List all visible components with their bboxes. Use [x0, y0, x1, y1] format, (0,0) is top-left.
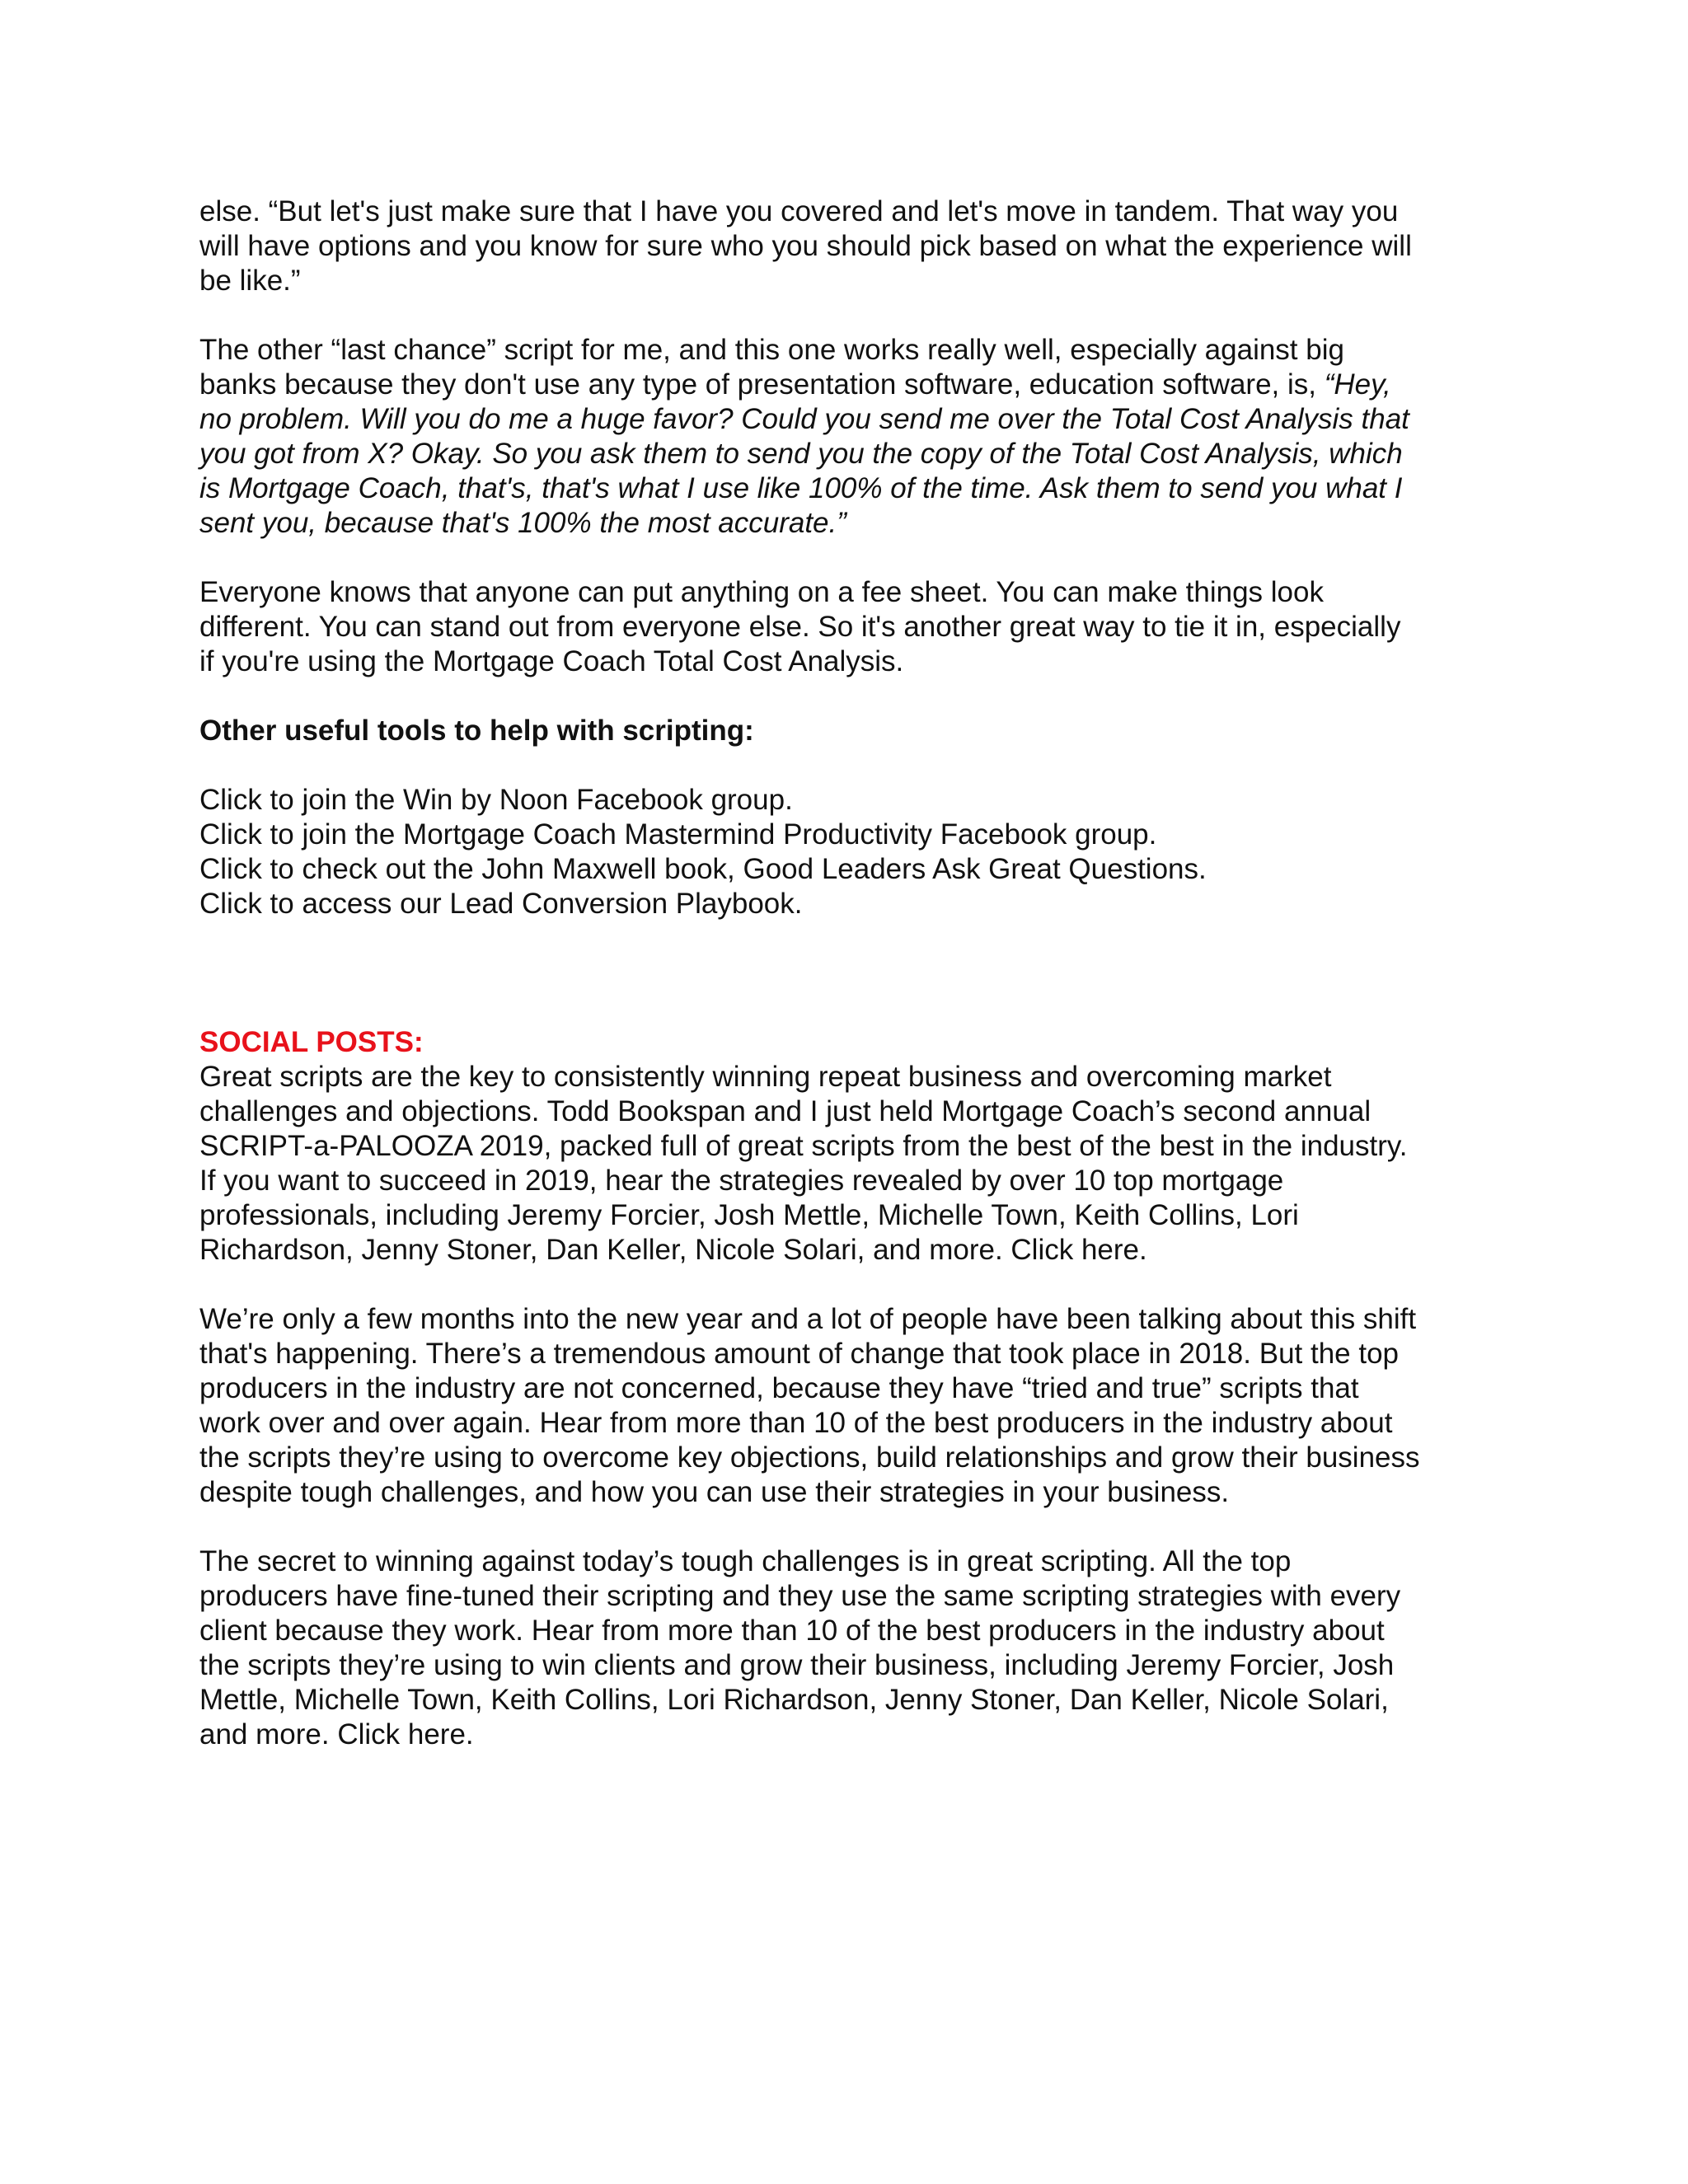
link-mastermind-productivity-group[interactable]: Click to join the Mortgage Coach Mastermind Productivity Facebook group. — [199, 818, 1157, 851]
tools-link-list — [199, 783, 1502, 921]
link-lead-conversion-playbook[interactable]: Click to access our Lead Conversion Playbook. — [199, 888, 803, 920]
social-post-1-text: Great scripts are the key to consistently winning repeat business and overcoming market challenges and objections. Todd Bookspan and I just held Mortgage Coach’s second annual SCRIPT-a-PALOOZA 2019, packed full of great scripts from the best of the best in the industry. If you want to succeed in 2019, hear the strategies revealed by over 10 top mortgage professionals, including Jeremy Forcier, Josh Mettle, Michelle Town, Keith Collins, Lori Richardson, Jenny Stoner, Dan Keller, Nicole Solari, and more. — [199, 1061, 1408, 1266]
paragraph-gap — [199, 748, 1502, 783]
last-chance-quote-text: “Hey, no problem. Will you do me a huge favor? Could you send me over the Total Cost Analysis that you got from X? Okay. So you ask them to send you the copy of the Total Cost Analysis, which is Mortgage Coach, that's, that's what I use like 100% of the time. Ask them to send you what I sent you, because that's 100% the most accurate.” — [199, 368, 1409, 539]
social-post-scriptapalooza — [199, 1060, 1502, 1268]
tools-heading: Other useful tools to help with scripting: — [199, 715, 754, 747]
link-john-maxwell-book[interactable]: Click to check out the John Maxwell book, Good Leaders Ask Great Questions. — [199, 853, 1207, 885]
paragraph-fee-sheet: Everyone knows that anyone can put anything on a fee sheet. You can make things look different. You can stand out from everyone else. So it's another great way to tie it in, especially if you're using the Mortgage Coach Total Cost Analysis. — [199, 576, 1401, 677]
paragraph-gap — [199, 298, 1502, 333]
social-post-shift: We’re only a few months into the new year and a lot of people have been talking about this shift that's happening. There’s a tremendous amount of change that took place in 2018. But the top producers in the industry are not concerned, because they have “tried and true” scripts that work over and over again. Hear from more than 10 of the best producers in the industry about the scripts they’re using to overcome key objections, build relationships and grow their business despite tough challenges, and how you can use their strategies in your business. — [199, 1303, 1420, 1508]
social-posts-heading: SOCIAL POSTS: — [199, 1026, 424, 1058]
paragraph-gap — [199, 679, 1502, 714]
social-post-3-text: The secret to winning against today’s tough challenges is in great scripting. All the top producers have fine-tuned their scripting and they use the same scripting strategies with every client because they work. Hear from more than 10 of the best producers in the industry about the scripts they’re using to win clients and grow their business, including Jeremy Forcier, Josh Mettle, Michelle Town, Keith Collins, Lori Richardson, Jenny Stoner, Dan Keller, Nicole Solari, and more. — [199, 1545, 1401, 1750]
paragraph-gap — [199, 541, 1502, 575]
click-here-link-2[interactable]: Click here. — [337, 1718, 474, 1750]
paragraph-last-chance-script — [199, 333, 1502, 541]
link-win-by-noon-group[interactable]: Click to join the Win by Noon Facebook group. — [199, 784, 793, 816]
paragraph-tandem: else. “But let's just make sure that I have you covered and let's move in tandem. That way you will have options and you know for sure who you should pick based on what the experience will be like.” — [199, 195, 1412, 297]
social-post-secret-to-winning — [199, 1544, 1502, 1752]
click-here-link-1[interactable]: Click here. — [1010, 1234, 1147, 1266]
last-chance-intro-text: The other “last chance” script for me, and this one works really well, especially against big banks because they don't use any type of presentation software, education software, is, — [199, 334, 1344, 401]
paragraph-gap — [199, 1510, 1502, 1544]
document-body — [199, 194, 1502, 1752]
section-gap — [199, 921, 1502, 1025]
paragraph-gap — [199, 1268, 1502, 1302]
